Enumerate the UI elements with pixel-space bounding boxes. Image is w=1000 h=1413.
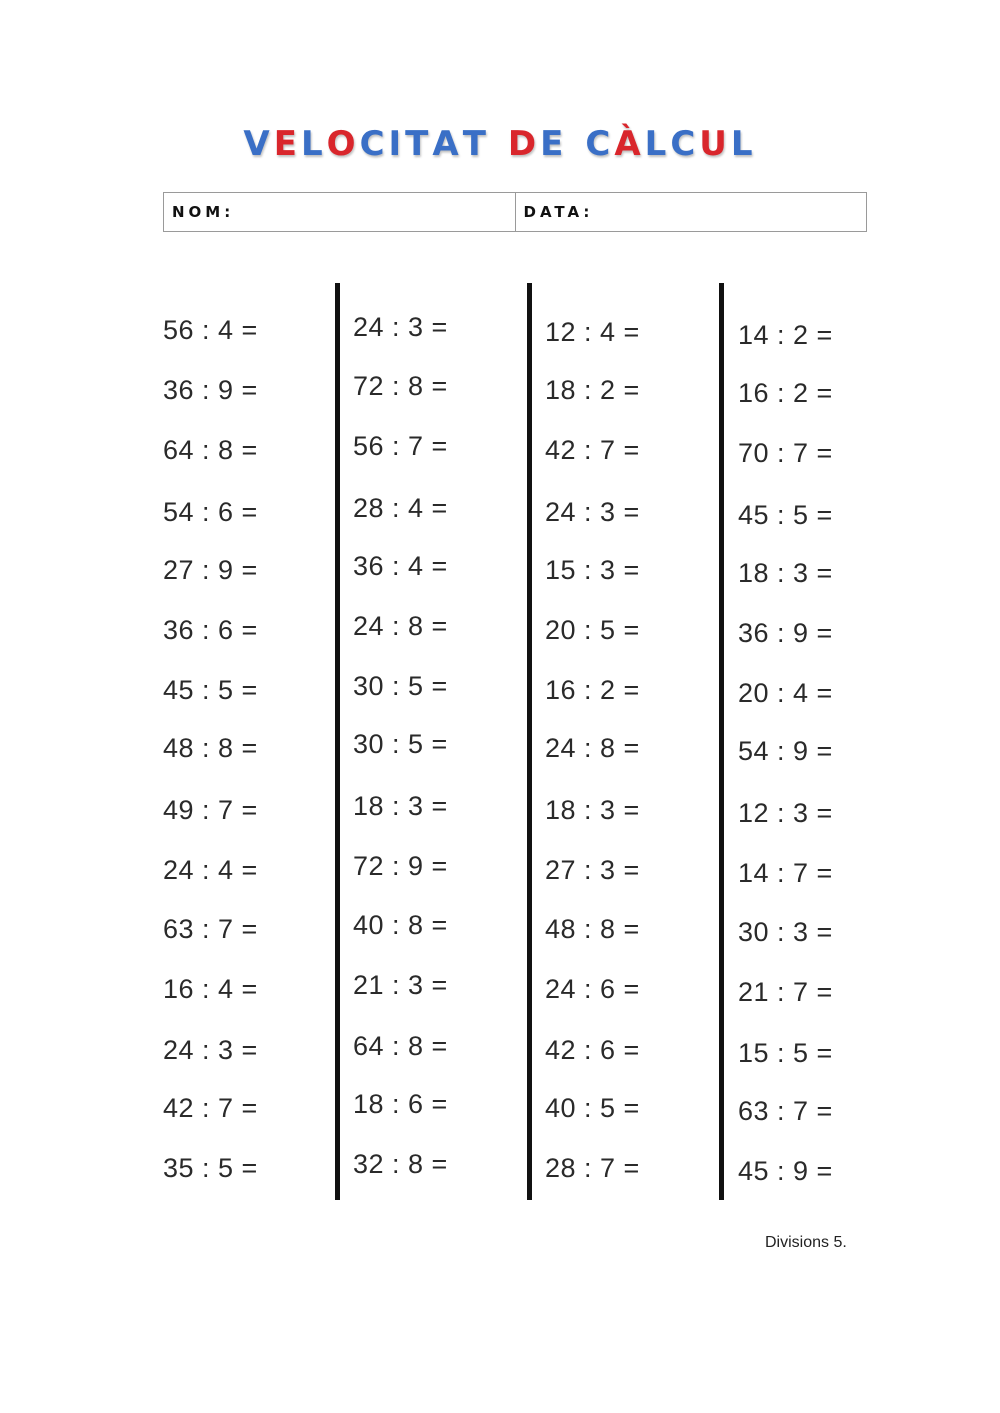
division-exercise: 42 : 6 =: [545, 1035, 640, 1065]
worksheet-title: [0, 124, 1000, 164]
division-exercise: 48 : 8 =: [545, 914, 640, 944]
division-exercise: 14 : 7 =: [738, 858, 833, 888]
name-input[interactable]: [234, 192, 514, 232]
division-exercise: 40 : 5 =: [545, 1093, 640, 1123]
division-exercise: 36 : 9 =: [163, 375, 258, 405]
division-exercise: 28 : 4 =: [353, 493, 448, 523]
title-letter: C: [585, 124, 615, 164]
title-letter: E: [273, 124, 301, 164]
division-exercise: 28 : 7 =: [545, 1153, 640, 1183]
division-exercise: 63 : 7 =: [738, 1096, 833, 1126]
division-exercise: 18 : 6 =: [353, 1089, 448, 1119]
division-exercise: 18 : 2 =: [545, 375, 640, 405]
title-letter: E: [540, 124, 568, 164]
division-exercise: 72 : 8 =: [353, 371, 448, 401]
division-exercise: 45 : 5 =: [163, 675, 258, 705]
division-exercise: 24 : 8 =: [545, 733, 640, 763]
division-exercise: 18 : 3 =: [353, 791, 448, 821]
title-letter: V: [243, 124, 274, 164]
division-exercise: 30 : 5 =: [353, 671, 448, 701]
division-exercise: 72 : 9 =: [353, 851, 448, 881]
title-letter: A: [432, 124, 463, 164]
division-exercise: 36 : 6 =: [163, 615, 258, 645]
division-exercise: 54 : 9 =: [738, 736, 833, 766]
division-exercise: 18 : 3 =: [738, 558, 833, 588]
division-exercise: 12 : 4 =: [545, 317, 640, 347]
division-exercise: 21 : 3 =: [353, 970, 448, 1000]
division-exercise: 49 : 7 =: [163, 795, 258, 825]
date-cell: [515, 193, 867, 231]
division-exercise: 18 : 3 =: [545, 795, 640, 825]
name-cell: [164, 193, 515, 231]
division-exercise: 21 : 7 =: [738, 977, 833, 1007]
division-exercise: 20 : 4 =: [738, 678, 833, 708]
division-exercise: 16 : 2 =: [738, 378, 833, 408]
division-exercise: 27 : 3 =: [545, 855, 640, 885]
division-exercise: 63 : 7 =: [163, 914, 258, 944]
division-exercise: 12 : 3 =: [738, 798, 833, 828]
division-exercise: 54 : 6 =: [163, 497, 258, 527]
division-exercise: 36 : 9 =: [738, 618, 833, 648]
title-letter: C: [359, 124, 389, 164]
division-exercise: 64 : 8 =: [163, 435, 258, 465]
division-exercise: 30 : 3 =: [738, 917, 833, 947]
division-exercise: 35 : 5 =: [163, 1153, 258, 1183]
division-exercise: 30 : 5 =: [353, 729, 448, 759]
division-exercise: 14 : 2 =: [738, 320, 833, 350]
worksheet-footer: Divisions 5.: [765, 1234, 847, 1251]
student-info-box: [163, 192, 867, 232]
title-letter: D: [507, 124, 541, 164]
division-exercise: 15 : 3 =: [545, 555, 640, 585]
division-exercise: 24 : 8 =: [353, 611, 448, 641]
division-exercise: 32 : 8 =: [353, 1149, 448, 1179]
title-letter: T: [405, 124, 433, 164]
division-exercise: 20 : 5 =: [545, 615, 640, 645]
title-letter: T: [462, 124, 490, 164]
division-exercise: 24 : 3 =: [163, 1035, 258, 1065]
title-letter: L: [644, 124, 671, 164]
division-exercise: 45 : 9 =: [738, 1156, 833, 1186]
title-letter: L: [730, 124, 757, 164]
division-exercise: 70 : 7 =: [738, 438, 833, 468]
division-exercise: 27 : 9 =: [163, 555, 258, 585]
division-exercise: 48 : 8 =: [163, 733, 258, 763]
name-label: NOM:: [172, 203, 235, 221]
division-exercise: 16 : 2 =: [545, 675, 640, 705]
division-exercise: 24 : 4 =: [163, 855, 258, 885]
column-divider: [719, 283, 724, 1200]
division-exercise: 42 : 7 =: [163, 1093, 258, 1123]
column-divider: [335, 283, 340, 1200]
title-letter: À: [614, 124, 645, 164]
date-label: DATA:: [523, 203, 594, 221]
division-exercise: 24 : 3 =: [545, 497, 640, 527]
title-letter: U: [699, 124, 731, 164]
division-exercise: 56 : 4 =: [163, 315, 258, 345]
column-divider: [527, 283, 532, 1200]
title-letter: L: [300, 124, 327, 164]
division-exercise: 36 : 4 =: [353, 551, 448, 581]
title-letter: I: [388, 124, 406, 164]
division-exercise: 24 : 3 =: [353, 312, 448, 342]
division-exercise: 15 : 5 =: [738, 1038, 833, 1068]
division-exercise: 16 : 4 =: [163, 974, 258, 1004]
title-letter: O: [326, 124, 360, 164]
division-exercise: 24 : 6 =: [545, 974, 640, 1004]
division-exercise: 40 : 8 =: [353, 910, 448, 940]
title-letter: C: [670, 124, 700, 164]
date-input[interactable]: [593, 192, 866, 232]
division-exercise: 42 : 7 =: [545, 435, 640, 465]
division-exercise: 64 : 8 =: [353, 1031, 448, 1061]
division-exercise: 56 : 7 =: [353, 431, 448, 461]
division-exercise: 45 : 5 =: [738, 500, 833, 530]
